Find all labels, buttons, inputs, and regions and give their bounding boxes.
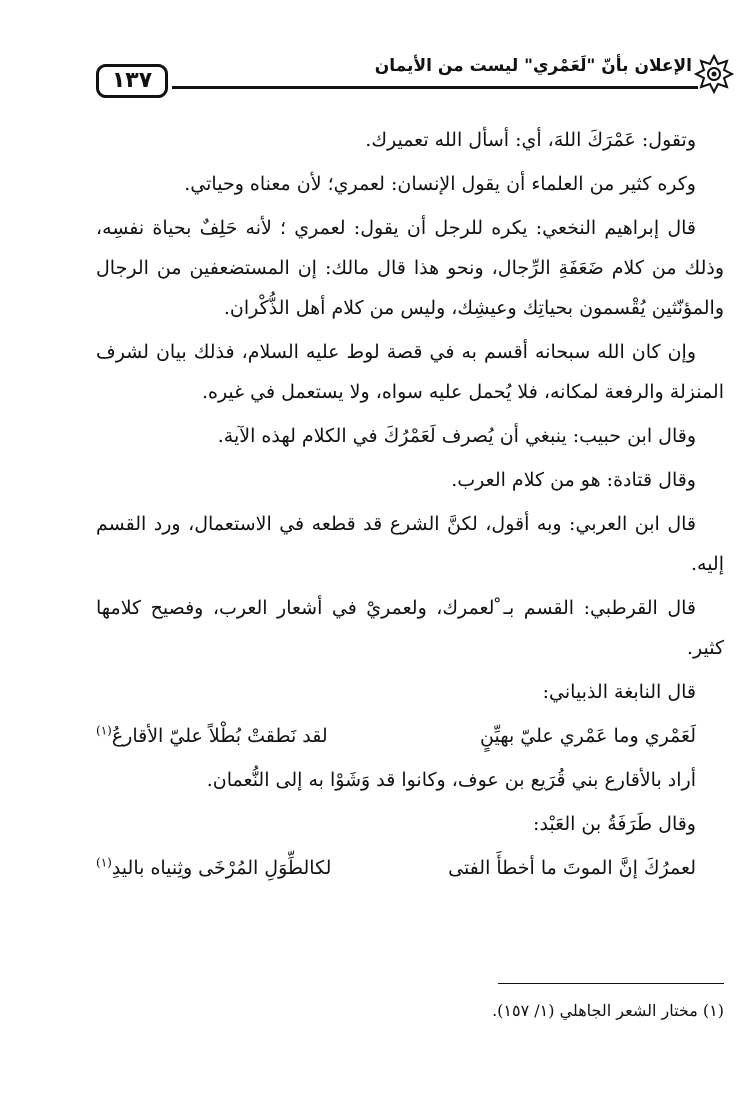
paragraph: وتقول: عَمْرَكَ اللهَ، أي: أسأل الله تعميرك. [365,129,696,151]
paragraph: وقال قتادة: هو من كلام العرب. [451,469,696,491]
paragraph: أراد بالأقارع بني قُرَيع بن عوف، وكانوا قد وَشَوْا به إلى النُّعمان. [206,769,696,791]
verse-second-text: لكالطِّوَلِ المُرْخَى وثِنياه باليدِ [111,857,332,879]
verse-second-hemistich [96,848,331,888]
page-number: ١٣٧ [96,64,168,98]
header-divider [172,86,698,89]
verse-second-text: لقد نَطقتْ بُطْلاً عليّ الأقارعُ [111,725,328,747]
footnote: (١) مختار الشعر الجاهلي (١/ ١٥٧). [492,1001,724,1020]
footnote-reference[interactable]: (١) [96,723,112,738]
paragraph: وقال ابن حبيب: ينبغي أن يُصرف لَعَمْرُكَ في الكلام لهذه الآية. [217,425,696,447]
paragraph: وكره كثير من العلماء أن يقول الإنسان: لعمري؛ لأن معناه وحياتي. [184,173,696,195]
footnote-divider [498,983,724,984]
paragraph: قال إبراهيم النخعي: يكره للرجل أن يقول: لعمري ؛ لأنه حَلِفٌ بحياة نفسِه، وذلك من كلام ضَعَفَةِ الرِّجال، ونحو هذا قال مالك: إن المستضعفين من الرجال والمؤنّثين يُقْسمون بحياتِك وعيشِك، وليس من كلام أهل الذُّكْران. [96,217,724,319]
paragraph: وإن كان الله سبحانه أقسم به في قصة لوط عليه السلام، فذلك بيان لشرف المنزلة والرفعة لمكانه، فلا يُحمل عليه سواه، ولا يستعمل في غيره. [96,341,724,403]
main-text [96,120,724,892]
footnote-reference[interactable]: (١) [96,855,112,870]
paragraph: قال النابغة الذبياني: [542,681,696,703]
poem-verse [96,848,724,888]
page-header [96,50,732,106]
rosette-icon [694,54,734,94]
verse-second-hemistich [96,716,328,756]
paragraph: قال القرطبي: القسم بـ ْلعمرك، ولعمريْ في أشعار العرب، وفصيح كلامها كثير. [96,597,724,659]
paragraph: قال ابن العربي: وبه أقول، لكنَّ الشرع قد قطعه في الاستعمال، ورد القسم إليه. [96,513,724,575]
poem-verse [96,716,724,756]
verse-first-hemistich: لعمرُكَ إنَّ الموتَ ما أخطأَ الفتى [448,857,696,879]
paragraph: وقال طَرَفَةُ بن العَبْد: [533,813,696,835]
verse-first-hemistich: لَعَمْري وما عَمْري عليّ بهيِّنٍ [480,725,696,747]
running-title: الإعلان بأنّ "لَعَمْري" ليست من الأيمان [374,56,692,76]
